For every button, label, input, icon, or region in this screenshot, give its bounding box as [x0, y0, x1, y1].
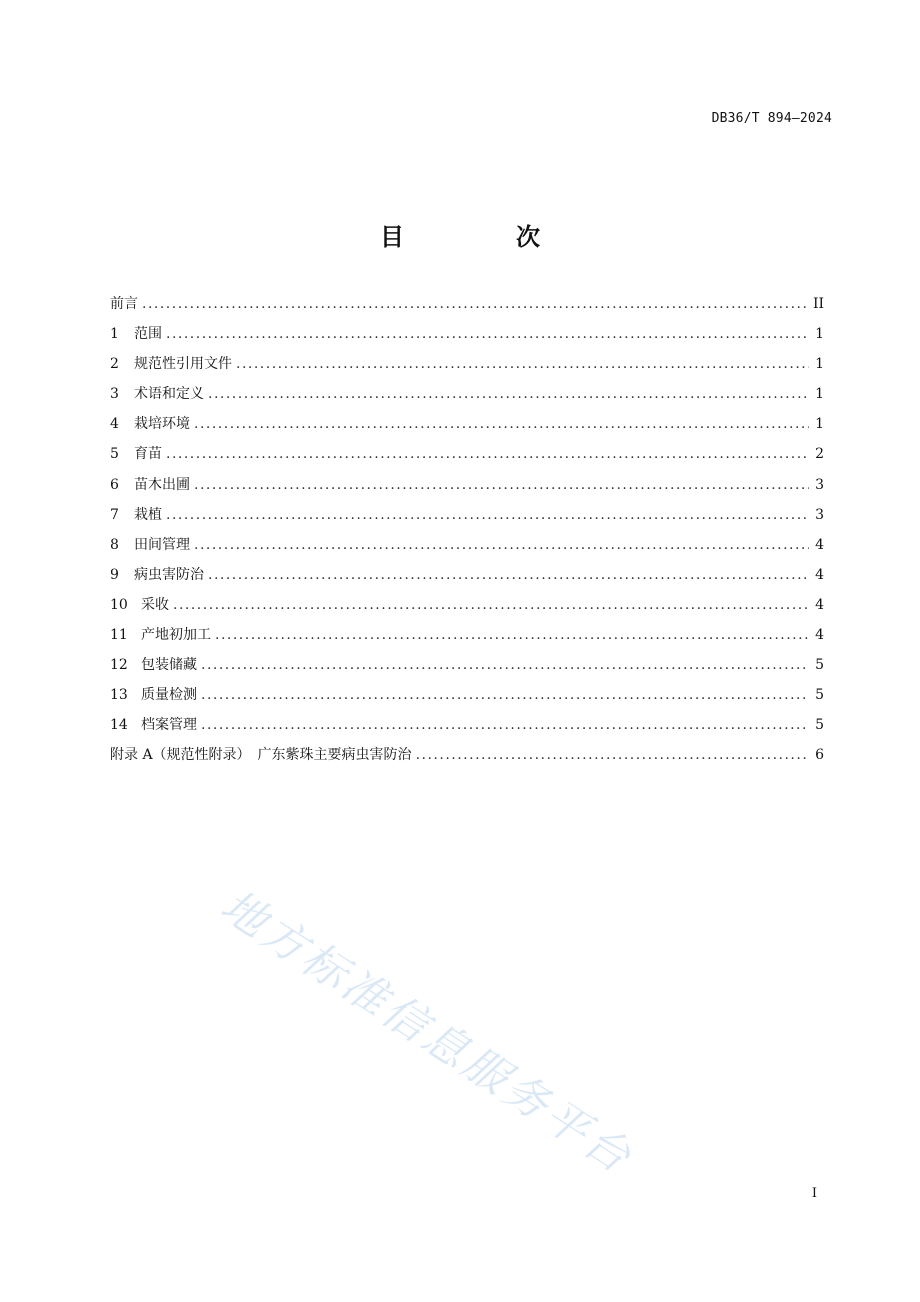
toc-entry[interactable]: [110, 714, 824, 744]
toc-entry-label: 采收: [141, 596, 169, 613]
toc-entry-number: 1: [110, 326, 119, 343]
leader-dots: [215, 627, 809, 643]
toc-entry-page: 1: [815, 416, 824, 433]
toc-entry-page: 4: [815, 627, 824, 644]
toc-entry-page: 3: [815, 506, 824, 523]
toc-entry-number: 2: [110, 356, 119, 373]
leader-dots: [173, 597, 809, 613]
toc-entry-number: 13: [110, 687, 128, 704]
toc-entry-label: 包装储藏: [141, 657, 197, 674]
toc-entry-label: 前言: [110, 296, 138, 312]
toc-entry-label: 苗木出圃: [134, 476, 190, 493]
leader-dots: [194, 477, 809, 493]
toc-entry-label: 档案管理: [141, 717, 197, 734]
leader-dots: [166, 326, 809, 342]
toc-entry-label: 规范性引用文件: [134, 356, 232, 373]
toc-entry-page: 5: [815, 717, 824, 734]
leader-dots: [194, 537, 809, 553]
toc-entry[interactable]: [110, 504, 824, 534]
toc-entry[interactable]: [110, 684, 824, 714]
toc-entry-label: 附录 A（规范性附录） 广东紫珠主要病虫害防治: [110, 747, 412, 764]
page-number: I: [811, 1186, 817, 1201]
toc-entry-label: 产地初加工: [141, 627, 211, 644]
toc-entry-number: 9: [110, 566, 119, 583]
toc-entry-number: 14: [110, 717, 128, 734]
leader-dots: [201, 687, 809, 703]
leader-dots: [142, 296, 807, 312]
toc-entry-page: 4: [815, 566, 824, 583]
toc-entry[interactable]: [110, 564, 824, 594]
toc-entry-page: 1: [815, 356, 824, 373]
toc-entry[interactable]: [110, 353, 824, 383]
toc-entry-number: 3: [110, 386, 119, 403]
toc-entry-number: 10: [110, 596, 128, 613]
toc-entry-page: 1: [815, 386, 824, 403]
toc-entry[interactable]: [110, 654, 824, 684]
toc-entry-page: 5: [815, 687, 824, 704]
leader-dots: [201, 657, 809, 673]
toc-entry-page: II: [812, 296, 824, 312]
toc-entry[interactable]: [110, 744, 824, 774]
toc-entry[interactable]: [110, 624, 824, 654]
toc-entry-number: 8: [110, 536, 119, 553]
document-code: DB36/T 894—2024: [711, 111, 832, 126]
toc-entry[interactable]: [110, 383, 824, 413]
toc-entry-label: 术语和定义: [134, 386, 204, 403]
leader-dots: [166, 446, 809, 462]
toc-entry-number: 6: [110, 476, 119, 493]
toc-entry[interactable]: [110, 413, 824, 443]
toc-entry-page: 4: [815, 536, 824, 553]
leader-dots: [416, 747, 810, 763]
toc-entry[interactable]: [110, 534, 824, 564]
toc-entry-label: 范围: [134, 326, 162, 343]
toc-entry-label: 田间管理: [134, 536, 190, 553]
toc-title: 目 次: [380, 223, 584, 251]
toc-entry[interactable]: [110, 293, 824, 323]
toc-entry-number: 7: [110, 506, 119, 523]
toc-entry[interactable]: [110, 474, 824, 504]
toc-entry-number: 5: [110, 446, 119, 463]
toc-entry-page: 3: [815, 476, 824, 493]
toc-entry[interactable]: [110, 443, 824, 473]
toc-entry-page: 6: [815, 747, 824, 764]
toc-entry-page: 4: [815, 596, 824, 613]
toc-entry-label: 育苗: [134, 446, 162, 463]
toc-entry-number: 11: [110, 627, 128, 644]
toc-entry-page: 5: [815, 657, 824, 674]
leader-dots: [201, 717, 809, 733]
leader-dots: [166, 507, 809, 523]
toc-entry[interactable]: [110, 323, 824, 353]
toc-entry-label: 病虫害防治: [134, 566, 204, 583]
toc-entry-number: 4: [110, 416, 119, 433]
toc-entry-number: 12: [110, 657, 128, 674]
toc-entry-label: 栽培环境: [134, 416, 190, 433]
toc-entry-page: 2: [815, 446, 824, 463]
watermark: 地方标准信息服务平台: [211, 880, 642, 1185]
toc-entry-label: 质量检测: [141, 687, 197, 704]
table-of-contents: [110, 293, 824, 775]
leader-dots: [208, 567, 809, 583]
toc-entry[interactable]: [110, 594, 824, 624]
leader-dots: [194, 416, 809, 432]
leader-dots: [236, 356, 809, 372]
toc-entry-page: 1: [815, 326, 824, 343]
toc-entry-label: 栽植: [134, 506, 162, 523]
leader-dots: [208, 386, 809, 402]
